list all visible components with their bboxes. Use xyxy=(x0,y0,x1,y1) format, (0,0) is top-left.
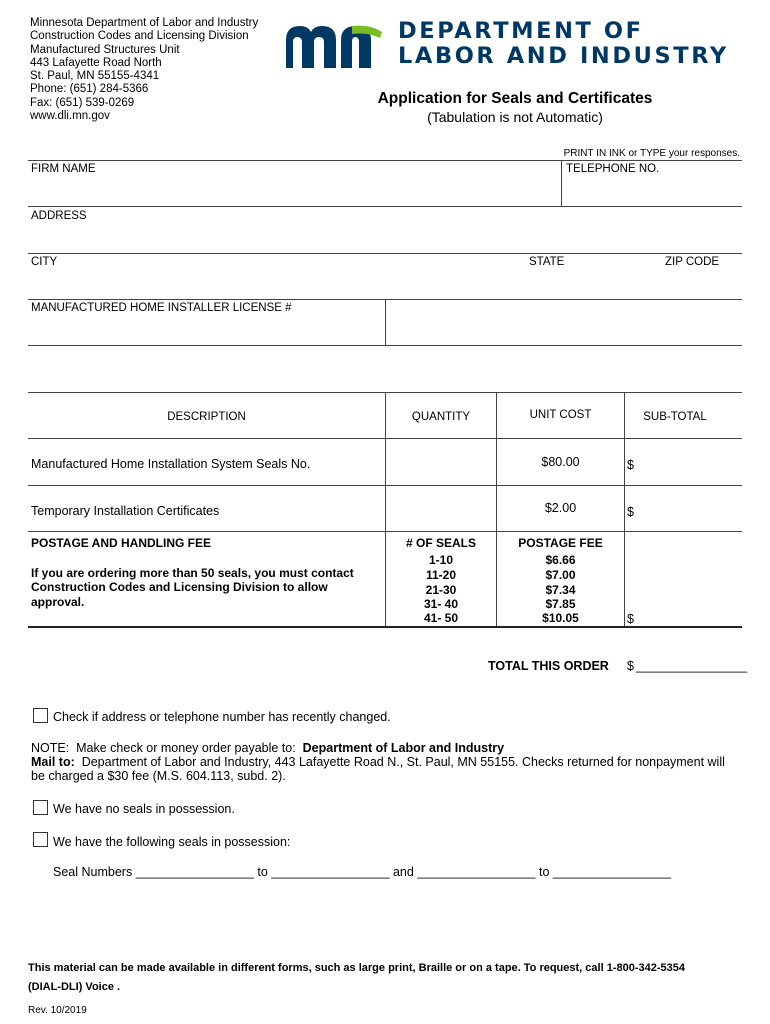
certificates-subtotal-field[interactable] xyxy=(636,486,742,531)
mail-to-label: Mail to: xyxy=(31,755,75,769)
divider xyxy=(28,206,742,207)
have-seals-checkbox[interactable] xyxy=(33,832,48,847)
postage-note-line: Construction Codes and Licensing Division to allow xyxy=(31,580,328,594)
mn-logo-mark-icon xyxy=(286,22,386,70)
total-prefix: $ xyxy=(627,659,634,673)
seal-number-from-field-2[interactable]: _________________ xyxy=(417,865,536,879)
postage-fee: $7.00 xyxy=(545,568,576,582)
accessibility-note: This material can be made available in different forms, such as large print, Braille or on a tape. To request, call 1-800-342-5354 xyxy=(28,962,685,974)
postage-note-line: approval. xyxy=(31,595,85,609)
seal-numbers-label: Seal Numbers xyxy=(53,865,133,879)
seal-number-to-field-2[interactable]: _________________ xyxy=(552,865,672,879)
payee-name: Department of Labor and Industry xyxy=(302,741,505,755)
mailing-note xyxy=(31,755,725,769)
agency-address-block xyxy=(30,17,258,123)
no-seals-checkbox[interactable] xyxy=(33,800,48,815)
firm-name-field[interactable] xyxy=(28,176,560,204)
seals-range: 11-20 xyxy=(425,568,457,582)
postage-fee: $7.85 xyxy=(545,597,576,611)
table-row-divider xyxy=(28,531,742,532)
form-title: Application for Seals and Certificates xyxy=(377,90,653,107)
seals-range: 31- 40 xyxy=(423,597,459,611)
quantity-header: QUANTITY xyxy=(411,411,471,423)
fee-note: be charged a $30 fee (M.S. 604.113, subd. 2). xyxy=(31,769,286,783)
and-label: and xyxy=(392,865,414,879)
address-line: Fax: (651) 539-0269 xyxy=(30,96,135,109)
city-field[interactable] xyxy=(28,268,498,296)
address-line: 443 Lafayette Road North xyxy=(30,56,162,69)
certificates-description: Temporary Installation Certificates xyxy=(31,504,220,518)
address-line: www.dli.mn.gov xyxy=(30,110,110,123)
city-label: CITY xyxy=(31,256,58,268)
table-row-divider xyxy=(28,485,742,486)
firm-name-label: FIRM NAME xyxy=(31,163,96,175)
postage-note-line: If you are ordering more than 50 seals, you must contact xyxy=(31,566,354,580)
form-subtitle: (Tabulation is not Automatic) xyxy=(427,109,603,125)
state-field[interactable] xyxy=(525,268,625,296)
address-changed-label: Check if address or telephone number has recently changed. xyxy=(53,710,391,724)
seal-number-to-field[interactable]: _________________ xyxy=(271,865,390,879)
address-line: Manufactured Structures Unit xyxy=(30,43,180,56)
address-line: Phone: (651) 284-5366 xyxy=(30,83,149,96)
dli-logo xyxy=(286,16,729,72)
total-label: TOTAL THIS ORDER xyxy=(488,659,609,673)
certificates-unit-cost: $2.00 xyxy=(544,501,577,515)
to-label: to xyxy=(257,865,268,879)
address-changed-checkbox[interactable] xyxy=(33,708,48,723)
zip-field[interactable] xyxy=(640,268,742,296)
seals-unit-cost: $80.00 xyxy=(541,455,580,469)
mailing-address: Department of Labor and Industry, 443 Lafayette Road N., St. Paul, MN 55155. Checks returned for nonpayment will xyxy=(74,755,725,769)
to-label-2: to xyxy=(538,865,550,879)
no-seals-label: We have no seals in possession. xyxy=(53,802,235,816)
seal-number-from-field[interactable]: _________________ xyxy=(135,865,254,879)
logo-text-line1: DEPARTMENT OF xyxy=(398,18,644,44)
total-field[interactable]: ________________ xyxy=(636,659,748,673)
seals-subtotal-prefix: $ xyxy=(627,458,634,472)
postage-fee: $10.05 xyxy=(542,611,579,625)
have-seals-label: We have the following seals in possession: xyxy=(53,835,291,849)
subtotal-header: SUB-TOTAL xyxy=(643,411,707,423)
address-line: Construction Codes and Licensing Division xyxy=(30,30,249,43)
address-field[interactable] xyxy=(28,223,742,251)
seal-numbers-row xyxy=(53,865,671,879)
certificates-subtotal-prefix: $ xyxy=(627,505,634,519)
seals-range: 1-10 xyxy=(428,553,454,567)
seals-range: 21-30 xyxy=(425,583,457,597)
seals-range-header: # OF SEALS xyxy=(405,536,476,550)
postage-fee: $7.34 xyxy=(545,583,576,597)
postage-fee-header: POSTAGE FEE xyxy=(518,536,603,550)
unit-cost-header: UNIT COST xyxy=(529,409,592,421)
revision-date: Rev. 10/2019 xyxy=(28,1005,87,1016)
license-field[interactable] xyxy=(386,300,742,345)
address-line: St. Paul, MN 55155-4341 xyxy=(30,70,160,83)
telephone-field[interactable] xyxy=(562,176,742,204)
certificates-quantity-field[interactable] xyxy=(386,486,496,531)
payment-note xyxy=(31,741,504,755)
postage-subtotal-field[interactable] xyxy=(636,532,742,625)
divider xyxy=(28,160,742,161)
state-label: STATE xyxy=(529,256,565,268)
logo-text-line2: LABOR AND INDUSTRY xyxy=(398,43,729,69)
address-label: ADDRESS xyxy=(31,210,87,222)
seals-description: Manufactured Home Installation System Seals No. xyxy=(31,457,311,471)
postage-fee: $6.66 xyxy=(545,553,576,567)
payment-note-prefix: NOTE: Make check or money order payable to: xyxy=(31,741,303,755)
divider xyxy=(28,345,742,346)
accessibility-note-line2: (DIAL-DLI) Voice . xyxy=(28,981,121,993)
seals-subtotal-field[interactable] xyxy=(636,439,742,485)
license-label: MANUFACTURED HOME INSTALLER LICENSE # xyxy=(31,302,292,314)
address-line: Minnesota Department of Labor and Industry xyxy=(30,17,259,29)
seals-range: 41- 50 xyxy=(423,611,459,625)
zip-label: ZIP CODE xyxy=(665,256,720,268)
print-instruction: PRINT IN INK or TYPE your responses. xyxy=(563,148,740,159)
postage-title: POSTAGE AND HANDLING FEE xyxy=(31,536,212,550)
description-header: DESCRIPTION xyxy=(167,411,246,423)
postage-subtotal-prefix: $ xyxy=(627,612,634,626)
seals-quantity-field[interactable] xyxy=(386,439,496,485)
divider xyxy=(28,253,742,254)
telephone-label: TELEPHONE NO. xyxy=(566,163,660,175)
table-row-divider xyxy=(28,438,742,439)
table-col-divider xyxy=(624,392,625,626)
table-bottom-border xyxy=(28,626,742,628)
